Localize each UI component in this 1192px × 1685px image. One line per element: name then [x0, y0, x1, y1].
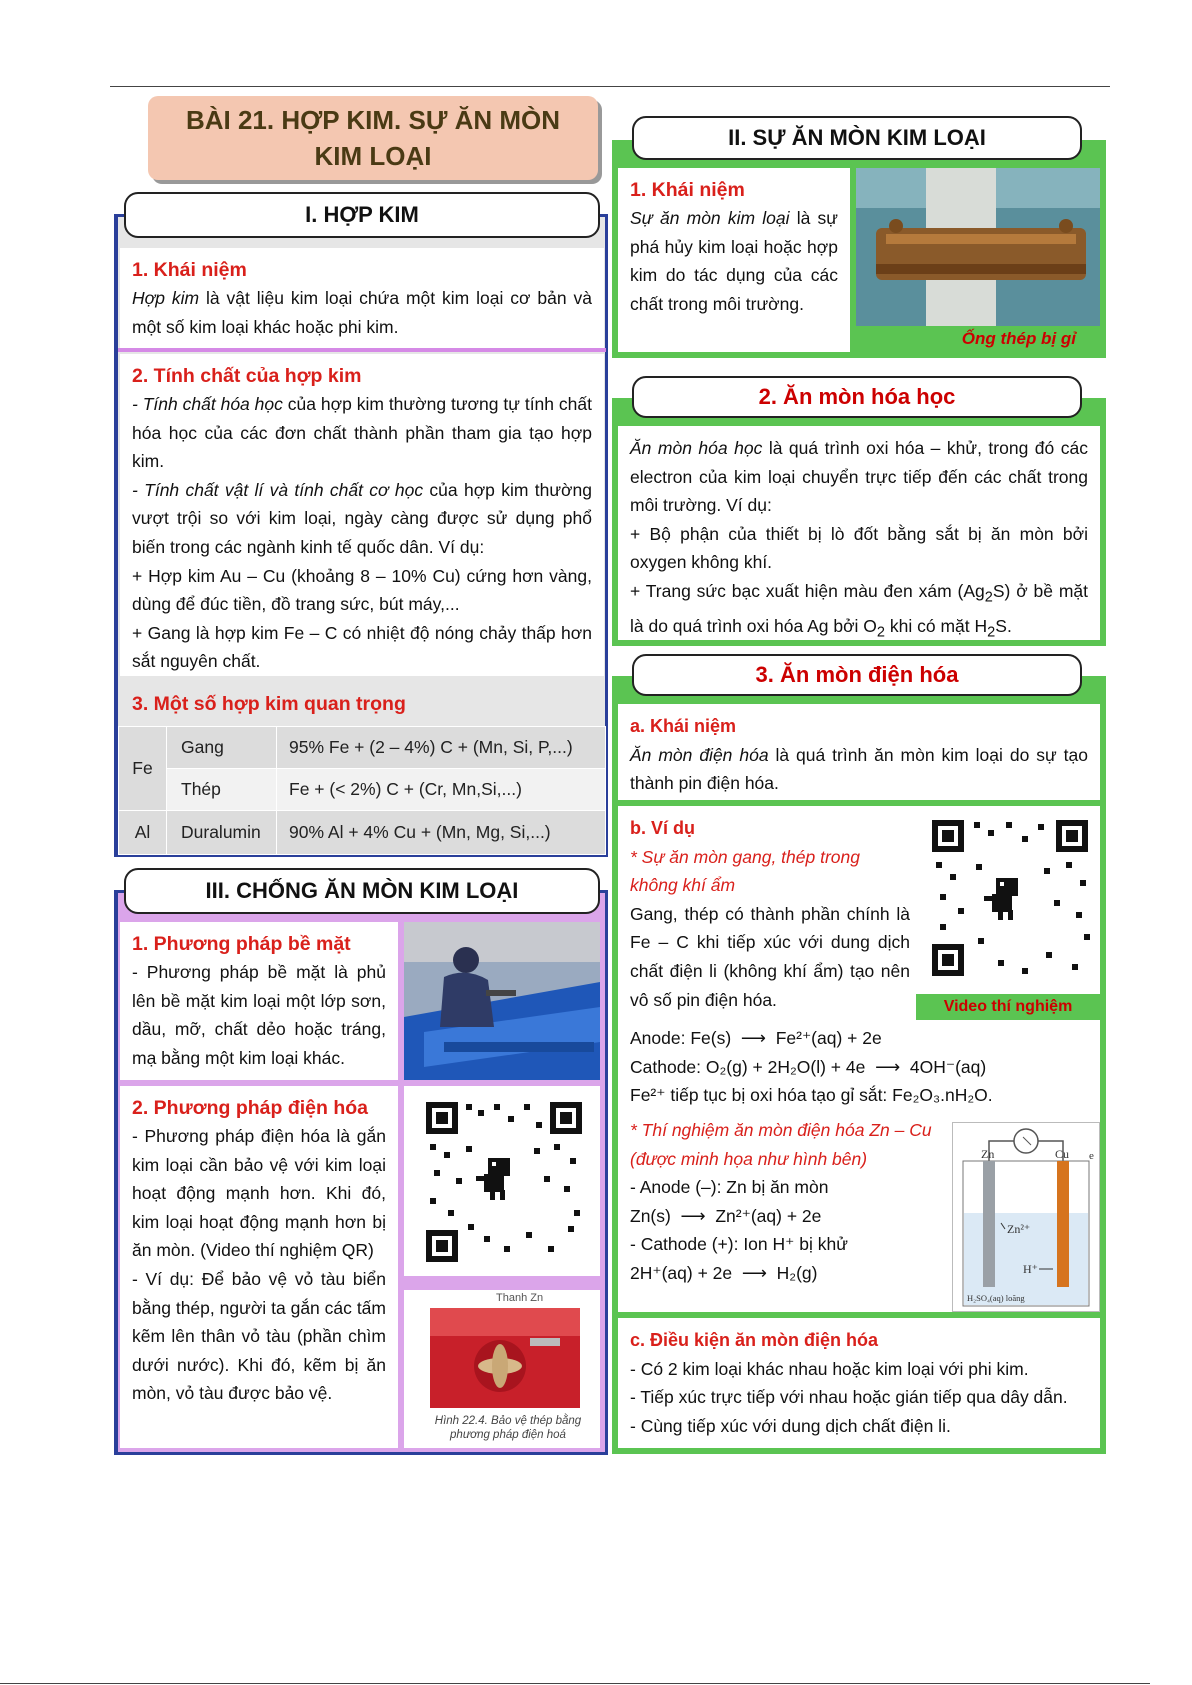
- surface-method-text: - Phương pháp bề mặt là phủ lên bề mặt kim loại một lớp sơn, dầu, mỡ, chất dẻo hoặc tráng, mạ bằng một kim loại khác.: [132, 962, 386, 1068]
- example-cast-iron: + Gang là hợp kim Fe – C có nhiệt độ nóng chảy thấp hơn sắt nguyên chất.: [132, 622, 592, 672]
- zn-cathode-text: - Cathode (+): Ion H⁺ bị khử: [630, 1234, 848, 1255]
- zn-cu-subheading: * Thí nghiệm ăn mòn điện hóa Zn – Cu (được minh họa như hình bên): [630, 1119, 932, 1169]
- silver-example-part: S.: [995, 616, 1012, 637]
- corrosion-term: Sự ăn mòn kim loại: [630, 208, 790, 228]
- ship-figure: [404, 1290, 600, 1448]
- chemical-corrosion-title: [632, 376, 1082, 418]
- section-corrosion-title: [632, 116, 1082, 160]
- corrosion-conditions: [618, 1318, 1100, 1448]
- section-corrosion-title-text: II. SỰ ĂN MÒN KIM LOẠI: [728, 125, 986, 150]
- alloy-concept-heading: 1. Khái niệm: [132, 259, 247, 281]
- table-row-name: Duralumin: [167, 811, 277, 855]
- condition-item: - Có 2 kim loại khác nhau hoặc kim loại với phi kim.: [630, 1358, 1029, 1379]
- painting-photo: [404, 922, 600, 1080]
- section-alloy-title-text: I. HỢP KIM: [305, 202, 419, 227]
- zn-equation: Zn(s) ⟶ Zn²⁺(aq) + 2e: [630, 1205, 822, 1226]
- electrochemical-definition: là quá trình ăn mòn kim loại do sự tạo thành pin điện hóa.: [630, 744, 1088, 794]
- electrochemical-concept: [618, 704, 1100, 800]
- galvanic-cell-figure: [952, 1122, 1100, 1312]
- table-row-comp: Fe + (< 2%) C + (Cr, Mn,Si,...): [277, 769, 606, 811]
- cell-ion-label: Zn²⁺: [1007, 1222, 1031, 1236]
- corrosion-concept-heading: 1. Khái niệm: [630, 179, 745, 201]
- surface-method-heading: 1. Phương pháp bề mặt: [132, 933, 351, 955]
- corrosion-concept: [618, 168, 850, 352]
- electrochemical-method-text: - Phương pháp điện hóa là gắn kim loại cần bảo vệ với kim loại hoạt động mạnh hơn. Khi đó, kim loại hoạt động mạnh hơn bị ăn mòn. (Video thí nghiệm QR): [132, 1126, 386, 1261]
- chemical-corrosion-body: [618, 426, 1100, 640]
- anode-equation: Anode: Fe(s) ⟶ Fe²⁺(aq) + 2e: [630, 1028, 882, 1049]
- cell-solution-label: H₂SO₄(aq) loãng: [967, 1293, 1025, 1303]
- cell-e-label: e: [1089, 1150, 1094, 1162]
- qr-code[interactable]: [404, 1086, 600, 1276]
- cell-zn-label: Zn: [981, 1147, 995, 1161]
- chemical-corrosion-definition: là quá trình oxi hóa – khử, trong đó các electron của kim loại chuyển trực tiếp đến các chất trong môi trường. Ví dụ:: [630, 438, 1088, 516]
- phys-prop-term: - Tính chất vật lí và tính chất cơ học: [132, 479, 424, 500]
- condition-item: - Tiếp xúc trực tiếp với nhau hoặc gián tiếp qua dây dẫn.: [630, 1387, 1068, 1408]
- table-row-comp: 95% Fe + (2 – 4%) C + (Mn, Si, P,...): [277, 727, 606, 769]
- alloy-term: Hợp kim: [132, 288, 200, 308]
- silver-example: + Trang sức bạc xuất hiện màu đen xám $(Ag_2S)$ ở bề mặt là do quá trình oxi hóa Ag bởi $O_2$ khi có mặt $H_2S$.: [630, 580, 1089, 641]
- divider: [118, 348, 606, 352]
- corrosion-definition: là sự phá hủy kim loại hoặc hợp kim do tác dụng của các chất trong môi trường.: [630, 208, 838, 314]
- condition-item: - Cùng tiếp xúc với dung dịch chất điện li.: [630, 1415, 951, 1436]
- electrochemical-term: Ăn mòn điện hóa: [630, 744, 769, 765]
- alloy-concept: [120, 248, 604, 348]
- phys-prop-text: của hợp kim thường vượt trội so với kim loại, ngày càng được sử dụng phổ biến trong các ngành kinh tế quốc dân. Ví dụ:: [132, 479, 592, 557]
- rusty-pipe-caption: Ống thép bị gỉ: [856, 326, 1100, 352]
- electrochemical-corrosion-title-text: 3. Ăn mòn điện hóa: [755, 662, 959, 687]
- cathode-equation: Cathode: O₂(g) + 2H₂O(l) + 4e ⟶ 4OH⁻(aq): [630, 1056, 987, 1077]
- important-alloys-heading: 3. Một số hợp kim quan trọng: [132, 693, 406, 715]
- fe-cell: Fe: [119, 727, 167, 811]
- zn-anode-text: - Anode (–): Zn bị ăn mòn: [630, 1177, 829, 1198]
- electrochemical-method-heading: 2. Phương pháp điện hóa: [132, 1097, 368, 1119]
- video-label: Video thí nghiệm: [916, 994, 1100, 1020]
- example-au-cu: + Hợp kim Au – Cu (khoảng 8 – 10% Cu) cứng hơn vàng, dùng để đúc tiền, đồ trang sức, bút máy,...: [132, 565, 592, 615]
- hydrogen-equation: 2H⁺(aq) + 2e ⟶ H₂(g): [630, 1262, 818, 1283]
- section-protection-title: [124, 868, 600, 914]
- ship-caption: Hình 22.4. Bảo vệ thép bằng phương pháp điện hoá: [434, 1415, 582, 1441]
- electrochemical-corrosion-title: [632, 654, 1082, 696]
- cell-cu-label: Cu: [1055, 1147, 1070, 1161]
- example-heading: b. Ví dụ: [630, 818, 695, 838]
- section-protection-title-text: III. CHỐNG ĂN MÒN KIM LOẠI: [205, 878, 519, 903]
- cell-h-label: H⁺: [1023, 1262, 1038, 1276]
- electrochemical-method: [120, 1086, 398, 1448]
- ship-illustration: [430, 1308, 580, 1408]
- video-qr-code[interactable]: [926, 814, 1094, 982]
- table-row-name: Thép: [167, 769, 277, 811]
- chemical-corrosion-term: Ăn mòn hóa học: [630, 438, 763, 458]
- ship-example-text: - Ví dụ: Để bảo vệ vỏ tàu biển bằng thép, người ta gắn các tấm kẽm lên thân vỏ tàu (phần chìm dưới nước). Khi đó, kẽm bị ăn mòn, vỏ tàu được bảo vệ.: [132, 1268, 386, 1404]
- silver-example-part: S) ở bề mặt là do quá trình oxi hóa Ag bởi O: [630, 580, 1089, 637]
- alloy-properties-heading: 2. Tính chất của hợp kim: [132, 365, 362, 387]
- chem-prop-text: của hợp kim thường tương tự tính chất hóa học của các đơn chất thành phần tham gia tạo hợp kim.: [132, 394, 592, 472]
- chem-prop-term: - Tính chất hóa học: [132, 394, 283, 414]
- chemical-corrosion-title-text: 2. Ăn mòn hóa học: [758, 384, 956, 409]
- al-cell: Al: [119, 811, 167, 855]
- silver-example-part: + Trang sức bạc xuất hiện màu đen xám (Ag: [630, 580, 985, 601]
- rusty-pipe-photo: [856, 168, 1100, 352]
- table-row-comp: 90% Al + 4% Cu + (Mn, Mg, Si,...): [277, 811, 606, 855]
- bottom-rule: [0, 1683, 1150, 1684]
- cast-iron-text: Gang, thép có thành phần chính là Fe – C khi tiếp xúc với dung dịch chất điện li (không khí ẩm) tạo nên vô số pin điện hóa.: [630, 903, 910, 1010]
- conditions-heading: c. Điều kiện ăn mòn điện hóa: [630, 1330, 879, 1350]
- electrochemical-concept-heading: a. Khái niệm: [630, 716, 737, 736]
- lesson-title-box: [148, 96, 598, 180]
- alloy-definition: là vật liệu kim loại chứa một kim loại cơ bản và một số kim loại khác hoặc phi kim.: [132, 288, 592, 337]
- table-row-name: Gang: [167, 727, 277, 769]
- zinc-bar-label: Thanh Zn: [496, 1292, 544, 1304]
- section-alloy-title: [124, 192, 600, 238]
- lesson-title-line1: BÀI 21. HỢP KIM. SỰ ĂN MÒN: [185, 105, 561, 135]
- surface-method: [120, 922, 398, 1080]
- top-rule: [110, 86, 1110, 87]
- rust-equation: Fe²⁺ tiếp tục bị oxi hóa tạo gỉ sắt: Fe₂O₃.nH₂O.: [630, 1085, 993, 1106]
- cast-iron-subheading: * Sự ăn mòn gang, thép trong không khí ẩm: [630, 846, 860, 896]
- furnace-example: + Bộ phận của thiết bị lò đốt bằng sắt bị ăn mòn bởi oxygen không khí.: [630, 523, 1088, 573]
- alloys-table: [118, 726, 606, 855]
- silver-example-part: khi có mặt H: [885, 616, 988, 637]
- lesson-title-line2: KIM LOẠI: [314, 141, 432, 171]
- alloy-properties: [120, 354, 604, 676]
